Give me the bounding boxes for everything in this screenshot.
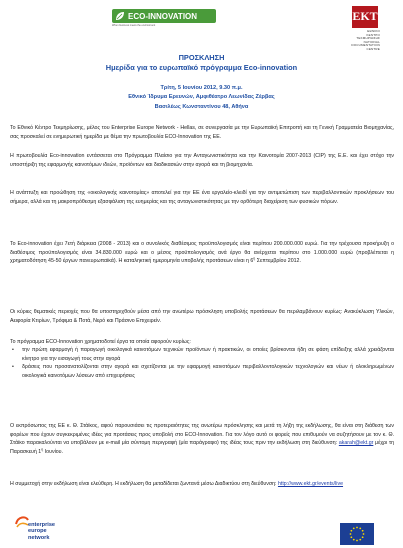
eu-star bbox=[363, 533, 365, 535]
ekt-logo bbox=[338, 6, 380, 52]
eu-star bbox=[350, 536, 352, 538]
een-line: europe bbox=[28, 528, 47, 535]
paragraph-intro bbox=[10, 124, 394, 141]
eu-star bbox=[350, 533, 352, 535]
event-venue: Εθνικό Ίδρυμα Ερευνών, Αμφιθέατρο Λεωνίδας Ζέρβας bbox=[128, 94, 275, 101]
paragraph-themes bbox=[10, 308, 394, 325]
ordinal-suffix: η bbox=[41, 447, 44, 452]
eu-star bbox=[359, 527, 361, 529]
ekt-caption bbox=[338, 30, 380, 52]
ekt-mark-text: ΕΚΤ bbox=[352, 9, 378, 23]
leaf-icon bbox=[115, 11, 125, 21]
eu-star bbox=[356, 540, 358, 542]
event-address: Βασιλέως Κωνσταντίνου 48, Αθήνα bbox=[154, 103, 249, 110]
enterprise-europe-network-logo bbox=[14, 512, 74, 546]
paragraph-participation bbox=[10, 480, 394, 489]
participation-text: Η συμμετοχή στην εκδήλωση είναι ελεύθερη. Η εκδήλωση θα μεταδίδεται ζωντανά μέσω Διαδικτύου στη διεύθυνση: bbox=[10, 481, 278, 487]
paragraph-eco-innovation bbox=[10, 189, 394, 206]
eu-star bbox=[353, 539, 355, 541]
list-item: • την πρώτη εφαρμογή ή παραγωγή οικολογικά καινοτόμων τεχνικών προϊόντων ή πρακτικών, οι οποίες βρίσκονται ήδη σε φάση επίδειξης αλλά χρειάζονται κίνητρο για την εισαγωγή τους στην αγορά bbox=[10, 346, 394, 363]
representative-text: Ο εκπρόσωπος της ΕΕ κ. Θ. Στάϊκος, αφού παρουσιάσει τις προτεραιότητες της ανωτέρω πρόσκλησης και μετά τη λήξη της εκδήλωσης, θα είναι στη διάθεση των φορέων που έχουν συγκεκριμένες ιδέες για προτάσεις προς υποβολή στο ECO-Innovation. Για τον λόγο αυτό οι φορείς που επιθυμούν να συζητήσουν με τον κ. Θ. Στάϊκο παρακαλούνται να υποβάλουν με e-mail μία σύντομη περιγραφή (μία παράγραφο) της ιδέας τους πριν την εκδήλωση στη διεύθυνση: bbox=[10, 423, 394, 447]
representative-month: Ιουνίου. bbox=[43, 448, 63, 455]
header bbox=[0, 0, 403, 51]
paragraph-representative bbox=[10, 422, 394, 456]
eco-innovation-logo bbox=[112, 9, 216, 23]
eco-logo-text: ECO-INNOVATION bbox=[128, 11, 198, 21]
deadline-text: Σεπτεμβρίου 2012. bbox=[255, 258, 301, 265]
eu-star bbox=[362, 530, 364, 532]
ekt-caption-line: ΤΕΚΜΗΡΙΩΣΗΣ bbox=[356, 36, 380, 41]
ekt-mark bbox=[352, 6, 378, 28]
event-details bbox=[0, 84, 403, 112]
een-line: enterprise bbox=[28, 522, 56, 528]
ekt-caption-line: ΚΕΝΤΡΟ bbox=[366, 32, 380, 37]
paragraph-text: Οι κύριες θεματικές περιοχές που θα υποστηριχθούν μέσα από την ανωτέρω πρόσκληση υποβολής προτάσεων θα περιλαμβάνουν κυρίως: Ανακύκλωση Υλικών, Αειφορία Κτιρίων, Τρόφιμα & Ποτά, Νερό και Πράσινο Επιχειρείν. bbox=[10, 309, 394, 324]
representative-deadline: μέχρι τη Παρασκευή 1 bbox=[10, 440, 394, 455]
paragraph-text bbox=[10, 480, 394, 489]
ekt-caption-line: DOCUMENTATION bbox=[351, 43, 380, 48]
paragraph-text: Το πρόγραμμα ECO-Innovation χρηματοδοτεί έργα τα οποία αφορούν κυρίως: bbox=[10, 339, 191, 345]
invitation-subtitle: Ημερίδα για το ευρωπαϊκό πρόγραμμα Eco-innovation bbox=[105, 63, 298, 72]
eu-flag-icon bbox=[340, 523, 374, 545]
paragraph-text: Η πρωτοβουλία Eco-innovation εντάσσεται στο Πρόγραμμα Πλαίσιο για την Ανταγωνιστικότητα και την Καινοτομία 2007-2013 (CIP) της Ε.Ε. και έχει στόχο την υποστήριξη της εφαρμογής καινοτόμων ιδεών, προϊόντων και διαδικασιών στην αγορά και τη βιομηχανία. bbox=[10, 153, 394, 168]
paragraph-text bbox=[10, 422, 394, 456]
paragraph-programme bbox=[10, 152, 394, 169]
ekt-caption-line: CENTRE bbox=[366, 46, 380, 51]
eu-star bbox=[356, 527, 358, 529]
een-line: network bbox=[28, 534, 50, 541]
eu-star bbox=[350, 530, 352, 532]
eu-star bbox=[353, 527, 355, 529]
een-text bbox=[28, 522, 55, 541]
ordinal-suffix: η bbox=[253, 256, 256, 261]
list-item: • δράσεις που προσανατολίζονται στην αγορά και σχετίζονται με την εφαρμογή καινοτόμων περιβαλλοντολογικών τεχνολογιών και νέων ή ολοκληρωμένων οικολογικά καινοτόμων λύσεων από επιχειρήσεις bbox=[10, 363, 394, 380]
paragraph-budget bbox=[10, 240, 394, 266]
live-stream-link[interactable]: http://www.ekt.gr/events/live bbox=[277, 481, 344, 487]
eu-star bbox=[362, 536, 364, 538]
ekt-caption-line: ΕΘΝΙΚΟ bbox=[367, 29, 380, 33]
budget-text: Το Eco-innovation έχει 7ετή διάρκεια (2008 - 2013) και ο συνολικός διαθέσιμος προϋπολογισμός είναι περίπου 200.000.000 ευρώ. Για την τρέχουσα προκήρυξη ο διαθέσιμος προϋπολογισμός είναι 34.830.000 ευρώ και ο μέσος προϋπολογισμός ανά έργο θα ανέρχεται περίπου στο 1.000.000 ευρώ (προβλέπεται η χρηματοδότηση 45-50 έργων πανευρωπαϊκά). Η καταληκτική ημερομηνία υποβολής προτάσεων είναι η 6 bbox=[10, 241, 394, 265]
funding-bullet-list bbox=[10, 346, 394, 380]
event-date-time: Τρίτη, 5 Ιουνίου 2012, 9.30 π.μ. bbox=[160, 85, 243, 91]
ekt-caption-line: NATIONAL bbox=[363, 39, 380, 44]
eco-logo-subtitle: When business meets the environment bbox=[112, 24, 156, 27]
invitation-title: ΠΡΟΣΚΛΗΣΗ bbox=[178, 53, 225, 62]
eu-star bbox=[359, 539, 361, 541]
email-link[interactable]: akarah@ekt.gr bbox=[338, 440, 374, 447]
paragraph-text: Η ανάπτυξη και προώθηση της «οικολογικής καινοτομίας» αποτελεί για την ΕΕ ένα εργαλείο-κλειδί για την αντιμετώπιση των περιβαλλοντικών προκλήσεων του σήμερα, αλλά και τη μακροπρόθεσμη εξασφάλιση της ευημερίας και της ανταγωνιστικότητας με την ορθότερη διαχείριση των φυσικών πόρων. bbox=[10, 190, 394, 205]
paragraph-text: Το Εθνικό Κέντρο Τεκμηρίωσης, μέλος του Enterprise Europe Network - Hellas, σε συνεργασία με την Ευρωπαϊκή Επιτροπή και τη Γενική Γραμματεία Βιομηχανίας, σας προσκαλεί σε ενημερωτική ημερίδα με θέμα την πρωτοβουλία ECO-Innovation της ΕΕ. bbox=[10, 125, 394, 140]
paragraph-text bbox=[10, 240, 394, 266]
